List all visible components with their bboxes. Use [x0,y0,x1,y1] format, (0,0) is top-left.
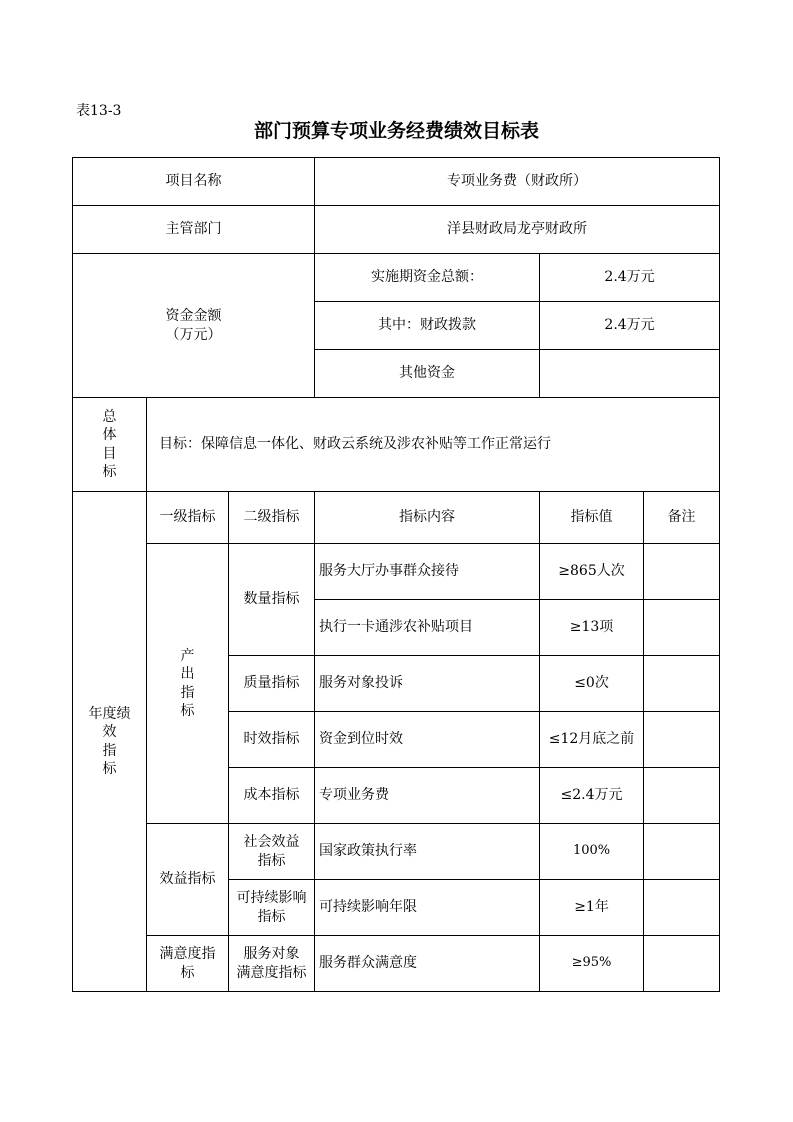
row-indicator-header [73,492,720,544]
annual-label-line: 指 [102,742,117,759]
indicator-content: 服务大厅办事群众接待 [315,544,540,600]
annual-indicator-label [73,492,147,992]
indicator-content: 国家政策执行率 [315,824,540,880]
header-level1: 一级指标 [147,492,229,544]
level2-service-satisfaction [229,936,315,992]
goal-label-char: 总 [102,409,117,426]
department-value: 洋县财政局龙亭财政所 [315,206,720,254]
performance-target-table [72,157,720,992]
satisfaction-label-line: 满意度指 [159,946,216,963]
indicator-value: ≤0次 [540,656,644,712]
row-department [73,206,720,254]
indicator-remark [644,600,720,656]
output-indicator-label [147,544,229,824]
funds-label-line1: 资金金额 [165,308,222,325]
page-title: 部门预算专项业务经费绩效目标表 [253,120,539,142]
table-row [73,824,720,880]
indicator-content: 服务群众满意度 [315,936,540,992]
project-name-value: 专项业务费（财政所） [315,158,720,206]
project-name-label: 项目名称 [73,158,315,206]
funds-fiscal-value: 2.4万元 [540,302,720,350]
annual-label-line: 效 [102,724,117,741]
level2-line: 指标 [257,852,286,869]
indicator-content: 资金到位时效 [315,712,540,768]
indicator-value: ≥865人次 [540,544,644,600]
table-row [73,544,720,600]
goal-label-char: 体 [102,427,117,444]
indicator-remark [644,544,720,600]
funds-label [73,254,315,398]
goal-label-char: 目 [102,445,117,462]
indicator-value: ≥1年 [540,880,644,936]
header-remark: 备注 [644,492,720,544]
indicator-remark [644,936,720,992]
funds-label-line2: （万元） [165,326,222,343]
level2-timeliness: 时效指标 [229,712,315,768]
overall-goal-label [73,398,147,492]
indicator-remark [644,656,720,712]
goal-label-char: 标 [102,463,117,480]
level2-quantity: 数量指标 [229,544,315,656]
row-overall-goal [73,398,720,492]
indicator-remark [644,768,720,824]
indicator-value: ≥95% [540,936,644,992]
funds-other-value [540,350,720,398]
level2-line: 服务对象 [243,946,300,963]
indicator-value: ≤2.4万元 [540,768,644,824]
table-row [73,936,720,992]
indicator-remark [644,824,720,880]
indicator-remark [644,880,720,936]
department-label: 主管部门 [73,206,315,254]
overall-goal-text: 目标：保障信息一体化、财政云系统及涉农补贴等工作正常运行 [147,398,720,492]
level2-line: 社会效益 [243,834,300,851]
row-funds-total [73,254,720,302]
indicator-remark [644,712,720,768]
output-label-char: 产 [180,648,195,665]
output-label-char: 标 [180,702,195,719]
benefit-indicator-label: 效益指标 [147,824,229,936]
satisfaction-indicator-label [147,936,229,992]
indicator-content: 服务对象投诉 [315,656,540,712]
indicator-content: 可持续影响年限 [315,880,540,936]
indicator-content: 执行一卡通涉农补贴项目 [315,600,540,656]
level2-sustainable-impact [229,880,315,936]
indicator-content: 专项业务费 [315,768,540,824]
funds-fiscal-label: 其中：财政拨款 [315,302,540,350]
output-label-char: 出 [180,666,195,683]
row-project-name [73,158,720,206]
output-label-char: 指 [180,684,195,701]
indicator-value: 100% [540,824,644,880]
header-value: 指标值 [540,492,644,544]
level2-line: 满意度指标 [236,964,307,981]
annual-label-line: 标 [102,760,117,777]
funds-total-value: 2.4万元 [540,254,720,302]
level2-cost: 成本指标 [229,768,315,824]
header-level2: 二级指标 [229,492,315,544]
satisfaction-label-line: 标 [180,964,195,981]
level2-quality: 质量指标 [229,656,315,712]
annual-label-line: 年度绩 [88,706,131,723]
funds-other-label: 其他资金 [315,350,540,398]
table-number: 表13-3 [76,103,122,119]
indicator-value: ≥13项 [540,600,644,656]
funds-total-label: 实施期资金总额： [315,254,540,302]
indicator-value: ≤12月底之前 [540,712,644,768]
header-content: 指标内容 [315,492,540,544]
level2-social-benefit [229,824,315,880]
level2-line: 指标 [257,908,286,925]
level2-line: 可持续影响 [236,890,307,907]
